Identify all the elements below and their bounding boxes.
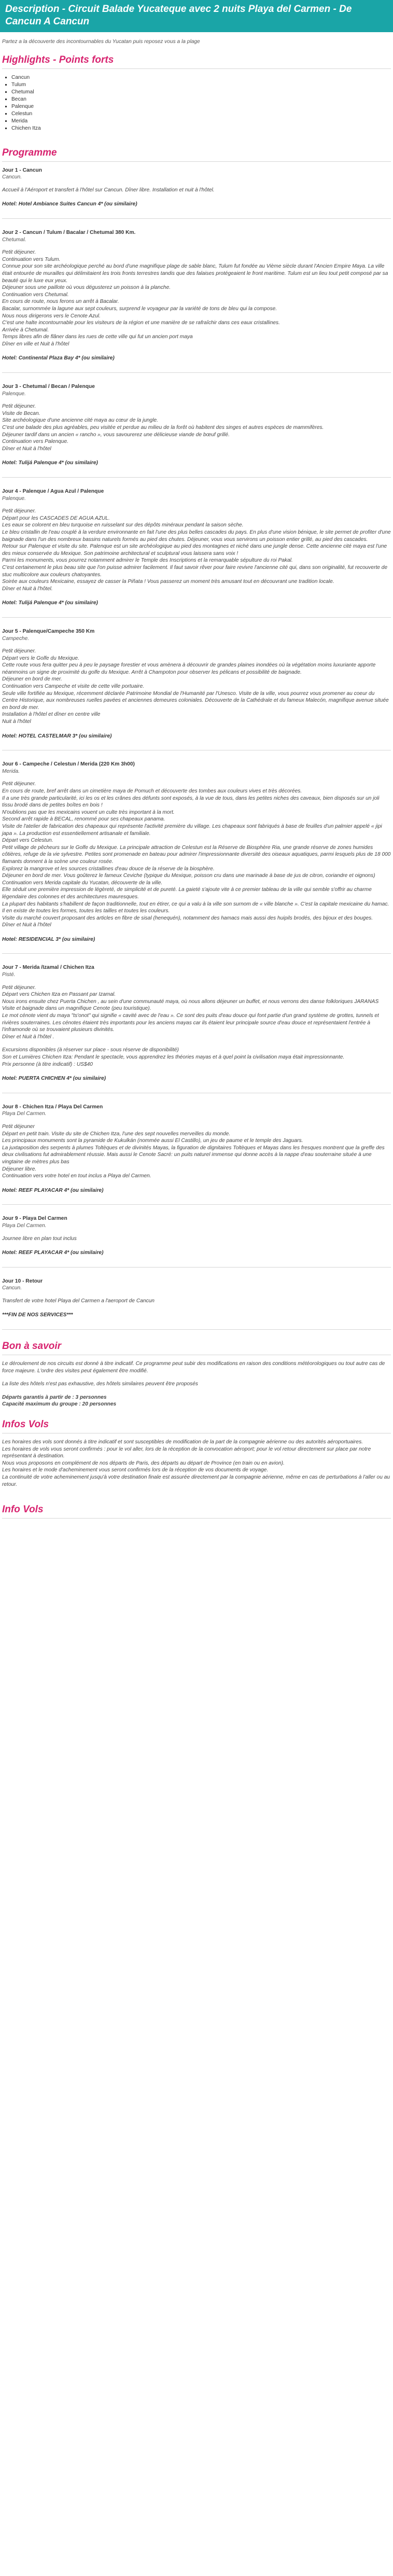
day-line: Petit déjeuner. <box>2 984 36 991</box>
day-line: Dîner et Nuit à l'hôtel. <box>2 586 53 592</box>
day-line: Visite de Becan. <box>2 410 40 416</box>
day-line: Elle séduit une première impression de légèreté, de simplicité et de pureté. La gaieté s'ajoute vite à ce premier tableau de la ville qui semble s'offrir au charme légendaire des colonnes et des architectures mauresques. <box>2 887 372 900</box>
day-line: Installation à l'hôtel et dîner en centre ville <box>2 712 101 718</box>
day-hotel: Hotel: REEF PLAYACAR 4* (ou similaire) <box>2 1250 104 1256</box>
day-line: Départ vers Celestun. <box>2 838 53 844</box>
day-line: Dîner et Nuit à l'hôtel <box>2 445 51 452</box>
day-hotel: Hotel: Tulijá Palenque 4* (ou similaire) <box>2 460 98 466</box>
day-hotel: Hotel: RESIDENCIAL 3* (ou similaire) <box>2 936 95 942</box>
day-line: Dîner et Nuit à l'hôtel . <box>2 1034 54 1040</box>
day-line: Déjeuner libre. <box>2 1166 37 1172</box>
divider <box>2 218 391 219</box>
day-line: Petit déjeuner <box>2 1123 35 1130</box>
day-line: Déjeuner sous une paillote où vous dégusterez un poisson à la planche. <box>2 285 171 291</box>
day-description <box>2 648 391 726</box>
day-block <box>2 628 391 740</box>
day-city: Cancun. <box>2 174 22 180</box>
day-line: Accueil à l'Aéroport et transfert à l'hôtel sur Cancun. Dîner libre. Installation et nuit à l'hôtel. <box>2 187 215 193</box>
divider <box>2 161 391 162</box>
highlight-item: ▪ Palenque <box>11 103 393 110</box>
day-line: Transfert de votre hotel Playa del Carmen a l'aeroport de Cancun <box>2 1298 155 1304</box>
info-line: Nous vous proposons en complément de nos départs de Paris, des départs au départ de Province (en train ou en avion). <box>2 1460 285 1466</box>
day-line: Temps libres afin de flâner dans les rues de cette ville qui fut un ancien port maya <box>2 334 193 340</box>
day-line: Petit déjeuner. <box>2 781 36 787</box>
day-line: Petit déjeuner. <box>2 508 36 514</box>
divider <box>2 1518 391 1519</box>
day-description <box>2 187 391 194</box>
day-title: Jour 10 - Retour <box>2 1278 43 1284</box>
highlight-item: ▪ Chichen Itza <box>11 125 393 132</box>
day-block <box>2 964 391 1082</box>
day-city: Cancun. <box>2 1285 22 1291</box>
day-line: Son et Lumières Chichen Itza: Pendant le spectacle, vous apprendrez les théories mayas et à quel point la civilisation maya était impressionnante. <box>2 1054 345 1060</box>
programme-days <box>0 167 393 1330</box>
day-line: Déjeuner en bord de mer. Vous goûterez le fameux Ceviche (typique du Mexique, poisson cru dans une marinade à base de jus de citron, coriandre et oignons) <box>2 873 375 879</box>
day-line: Départ vers Chichen Itza en Passant par Izamal. <box>2 992 116 998</box>
day-line: Bacalar, surnommée la lagune aux sept couleurs, surprend le voyageur par la variété de tons de bleu qui la compose. <box>2 305 277 312</box>
day-description <box>2 1235 391 1243</box>
day-line: Les principaux monuments sont la pyramide de Kukulkán (nommée aussi El Castillo), un jeu de paume et le temple des Jaguars. <box>2 1138 303 1144</box>
divider <box>2 68 391 69</box>
day-description <box>2 249 391 347</box>
day-block <box>2 383 391 467</box>
highlight-item: ▪ Chetumal <box>11 89 393 96</box>
day-line: Départ pour les CASCADES DE AGUA AZUL. <box>2 515 110 521</box>
day-line: Continuation vers Merida capitale du Yucatan, découverte de la ville. <box>2 880 163 886</box>
day-description <box>2 984 391 1068</box>
info-line: Les horaires des vols sont donnés à titre indicatif et sont susceptibles de modification de la part de la compagnie aérienne ou des autorités aéroportuaires. <box>2 1439 363 1445</box>
day-line: Dîner en ville et Nuit à l'hôtel <box>2 341 69 347</box>
day-line: La juxtaposition des serpents à plumes Toltèques et de divinités Mayas, la figuration de dignitaires Toltèques et Mayas dans les fresques montrent que la greffe des deux civilisations fut admirablement réussie. Mais aussi le Cenote Sacré: un puits naturel immense qui donne accès à la nappe d'eau souterraine située à une vingtaine de mètres plus bas <box>2 1145 385 1165</box>
divider <box>2 1267 391 1268</box>
day-block <box>2 1104 391 1194</box>
day-line: C'est certainement le plus beau site que l'on puisse admirer facilement. Il faut savoir rêver pour faire revivre l'ancienne cité qui, dans son originalité, fut recouverte de stuc multicolore aux couleurs chatoyantes. <box>2 564 388 578</box>
day-hotel: Hotel: PUERTA CHICHEN 4* (ou similaire) <box>2 1076 106 1082</box>
bon-a-savoir-title: Bon à savoir <box>2 1341 62 1352</box>
day-description <box>2 781 391 928</box>
info-line: La continuité de votre acheminement jusqu'à votre destination finale est assurée directement par la compagnie aérienne, même en cas de perturbations à l'aller ou au retour. <box>2 1474 390 1487</box>
day-line: Visite et baignade dans un magnifique Cenote (peu touristique). <box>2 1006 151 1012</box>
divider <box>2 1329 391 1330</box>
day-line: C'est une halte incontournable pour les visiteurs de la région et une manière de se rafraîchir dans ces eaux cristallines. <box>2 320 280 326</box>
day-line: N'oublions pas que les mexicains vouent un culte très important à la mort. <box>2 809 175 815</box>
day-block <box>2 1278 391 1319</box>
day-line: Parmi les monuments, vous pourrez notamment admirer le Temple des Inscriptions et la remarquable sépulture du roi Pakal. <box>2 558 293 564</box>
divider <box>2 953 391 954</box>
day-description <box>2 403 391 452</box>
day-line: Nous irons ensuite chez Puerta Chichen , au sein d'une communauté maya, où nous allons déjeuner un buffet, et nous verrons des danse folkloriques JARANAS <box>2 998 379 1005</box>
day-line: Prix personne (à titre indicatif) : US$40 <box>2 1061 93 1067</box>
day-line: Journee libre en plan tout inclus <box>2 1235 77 1242</box>
day-line: Il a une très grande particularité, ici les os et les crânes des défunts sont exposés, à la vue de tous, dans les petites niches des caveaux, bien disposés sur un joli tissu brodé dans de petites boîtes en bois ! <box>2 795 380 809</box>
day-line: Départ vers le Golfe du Mexique. <box>2 655 79 661</box>
day-line: Retour sur Palenque et visite du site. Palenque est un site archéologique au pied des montagnes et niché dans une jungle dense. Cette ancienne cité maya est l'une des mieux conservée du Mexique. Son patrimoine architectural et sculptural vous laissera sans voix ! <box>2 544 387 556</box>
day-title: Jour 6 - Campeche / Celestun / Merida (220 Km 3h00) <box>2 761 135 768</box>
bon-a-savoir-body <box>0 1360 393 1408</box>
day-line: Site archéologique d'une ancienne cité maya au cœur de la jungle. <box>2 417 158 424</box>
day-hotel: Hotel: REEF PLAYACAR 4* (ou similaire) <box>2 1187 104 1193</box>
day-line: La plupart des habitants s'habillent de façon traditionnelle, tout en étirer, ce qui a valu à la ville son surnom de « ville blanche ». C'est la capitale mexicaine du hamac. Il en existe de toutes les formes, toutes les tailles et toutes les couleurs. <box>2 901 389 914</box>
day-line: Les eaux se colorent en bleu turquoise en ruisselant sur des dépôts minéraux pendant la saison sèche. <box>2 522 244 528</box>
info-line-bold: Départs garantis à partir de : 3 personnes <box>2 1394 107 1400</box>
day-line: Nuit à l'hôtel <box>2 719 31 725</box>
day-line: Seule ville fortifiée au Mexique, récemment déclarée Patrimoine Mondial de l'Humanité par l'Unesco. Visite de la ville, vous pourrez vous promener au coeur du Centre Historique, aux nombreuses ruelles pavées et anciennes demeures coloniales. Découverte de la Cathédrale et du fameux Malecón, magnifique avenue située en bord de mer. <box>2 690 389 711</box>
day-line: Nous nous dirigerons vers le Cenote Azul. <box>2 313 101 319</box>
day-line: Cette route vous fera quitter peu à peu le paysage forestier et vous amènera à découvrir de grandes plaines inondées où la végétation moins luxuriante apporte néanmoins un signe de proximité du golfe du Mexique. Arrêt à Champoton pour observer les pélicans et possibilité de baignade. <box>2 662 376 675</box>
day-hotel: Hotel: Tulijá Palenque 4* (ou similaire) <box>2 600 98 606</box>
day-title: Jour 4 - Palenque / Agua Azul / Palenque <box>2 489 104 494</box>
day-city: Palenque. <box>2 495 26 502</box>
day-line: Déjeuner en bord de mer. <box>2 676 62 683</box>
day-line: Continuation vers Campeche et visite de cette ville portuaire. <box>2 684 145 690</box>
highlights-title: Highlights - Points forts <box>2 54 114 65</box>
day-block <box>2 1215 391 1256</box>
day-line: Départ en petit train. Visite du site de Chichen Itza, l'une des sept nouvelles merveilles du monde. <box>2 1131 231 1137</box>
highlight-item: ▪ Becan <box>11 96 393 103</box>
divider <box>2 477 391 478</box>
divider <box>2 1204 391 1205</box>
day-line: C'est une balade des plus agréables, peu visitée et perdue au milieu de la forêt où habitent des singes et autres espèces de mammifères. <box>2 425 324 431</box>
day-line: Continuation vers Palenque. <box>2 439 68 445</box>
intro-text: Partez a la découverte des incontournables du Yucatan puis reposez vous a la plage <box>2 39 200 45</box>
highlight-item: ▪ Tulum <box>11 81 393 89</box>
day-description <box>2 1123 391 1180</box>
day-line: En cours de route, bref arrêt dans un cimetière maya de Pomuch et découverte des tombes aux couleurs vives et très décorées. <box>2 788 302 794</box>
highlight-item: ▪ Merida <box>11 118 393 125</box>
day-line: Continuation vers votre hotel en tout inclus a Playa del Carmen. <box>2 1173 151 1179</box>
divider <box>2 617 391 618</box>
day-city: Merida. <box>2 768 20 774</box>
day-line: Visite du marché couvert proposant des articles en fibre de sisal (henequén), notamment des hamacs mais aussi des huipils brodés, des bijoux et des bouges. <box>2 915 373 921</box>
day-block <box>2 167 391 208</box>
day-line: Continuation vers Chetumal. <box>2 291 69 298</box>
info-line-bold: Capacité maximum du groupe : 20 personnes <box>2 1401 117 1408</box>
info-vols-footer-title: Info Vols <box>2 1504 44 1515</box>
spacer <box>2 1040 391 1047</box>
day-city: Playa Del Carmen. <box>2 1222 47 1229</box>
day-title: Jour 2 - Cancun / Tulum / Bacalar / Chetumal 380 Km. <box>2 229 136 235</box>
day-line: Continuation vers Tulum. <box>2 256 61 262</box>
spacer <box>0 1388 393 1394</box>
day-hotel: ***FIN DE NOS SERVICES*** <box>2 1312 73 1318</box>
highlights-list <box>11 74 393 132</box>
day-line: Petit déjeuner. <box>2 648 36 655</box>
day-block <box>2 229 391 362</box>
day-title: Jour 9 - Playa Del Carmen <box>2 1216 67 1222</box>
info-line: Les horaires de vols vous seront confirmés : pour le vol aller, lors de la réception de la convocation aéroport; pour le vol retour directement sur place par notre représentant à destination. <box>2 1446 371 1459</box>
day-hotel: Hotel: Hotel Ambiance Suites Cancun 4* (ou similaire) <box>2 201 137 207</box>
programme-title: Programme <box>2 147 57 158</box>
day-line: Arrivée à Chetumal. <box>2 327 49 333</box>
day-line: Le bleu cristallin de l'eau couplé à la verdure environnante en fait l'une des plus belles cascades du pays. En plus d'une vision bénique, le site permet de profiter d'une baignade dans l'un des nombreux bassins naturels formés au pied des chutes. Déjeuner, vous vous servirons un poisson entier grillé, au pied des cascades. <box>2 529 391 542</box>
day-city: Campeche. <box>2 635 30 642</box>
day-line: Déjeuner tardif dans un ancien « rancho », vous savourerez une délicieuse viande de bœuf grillé. <box>2 431 230 438</box>
spacer <box>0 1374 393 1381</box>
day-line: Connue pour son site archéologique perché au bord d'une magnifique plage de sable blanc, Tulum fut fondée au Vième siècle durant l'Ancien Empire Maya. La ville était entourée de murailles qui délimitaient les trois fronts terrestres tandis que des falaises protégeaient le front maritime. Tulum est un lieu tout petit composé par sa beauté qui le luxe eux yeux. <box>2 263 388 284</box>
day-title: Jour 5 - Palenque/Campeche 350 Km <box>2 628 95 634</box>
day-title: Jour 3 - Chetumal / Becan / Palenque <box>2 384 95 390</box>
day-line: Visite de l'atelier de fabrication des chapeaux qui représente l'activité première du village. Les chapeaux sont fabriqués à base de feuilles d'un palmier appelé « jipi japa ». La production est essentiellement artisanale et familiale. <box>2 823 382 837</box>
day-title: Jour 7 - Merida /Izamal / Chichen Itza <box>2 965 94 971</box>
day-hotel: Hotel: HOTEL CASTELMAR 3* (ou similaire) <box>2 733 112 739</box>
day-city: Palenque. <box>2 391 26 397</box>
day-line: En cours de route, nous ferons un arrêt à Bacalar. <box>2 299 119 305</box>
day-line: Petit déjeuner. <box>2 403 36 410</box>
infos-vols-title: Infos Vols <box>2 1419 49 1430</box>
day-description <box>2 508 391 592</box>
day-hotel: Hotel: Continental Plaza Bay 4* (ou similaire) <box>2 355 115 361</box>
day-line: Excursions disponibles (à réserver sur place - sous réserve de disponibilité) <box>2 1047 179 1053</box>
day-block <box>2 488 391 607</box>
day-line: Petit déjeuner. <box>2 249 36 256</box>
info-line: Le déroulement de nos circuits est donné à titre indicatif. Ce programme peut subir des modifications en raison des conditions météorologiques ou tout autre cas de force majeure. L'ordre des visites peut également être modifié. <box>2 1361 385 1374</box>
day-line: Soirée aux couleurs Mexicaine, essayez de casser la Piñata ! Vous passerez un moment très amusant tout en découvrant une tradition locale. <box>2 579 334 585</box>
day-description <box>2 1298 391 1305</box>
day-city: Chetumal. <box>2 236 26 243</box>
infos-vols-body <box>0 1439 393 1488</box>
highlight-item: ▪ Cancun <box>11 74 393 81</box>
day-city: Pisté. <box>2 972 16 978</box>
day-line: Le mot cénote vient du maya "ts'onot" qui signifie « cavité avec de l'eau ». Ce sont des puits d'eau douce qui font partie d'un grand système de grottes, tunnels et rivières souterraines. Les cénotes étaient très importants pour les anciens mayas car ils étaient leur principale source d'eau douce et représentaient l'entrée à l'inframonde où se trouvaient plusieurs divinités. <box>2 1013 379 1033</box>
highlight-item: ▪ Celestun <box>11 110 393 118</box>
info-line: Les horaires et le mode d'acheminement vous seront confirmés lors de la réception de vos documents de voyage. <box>2 1467 269 1473</box>
info-line: La liste des hôtels n'est pas exhaustive, des hôtels similaires peuvent être proposés <box>2 1381 198 1387</box>
day-city: Playa Del Carmen. <box>2 1111 47 1117</box>
day-line: Dîner et Nuit à l'hôtel <box>2 922 51 928</box>
page-title: Description - Circuit Balade Yucateque avec 2 nuits Playa del Carmen - De Cancun A Cancun <box>0 0 393 32</box>
day-line: Petit village de pêcheurs sur le Golfe du Mexique. La principale attraction de Celestun est la Réserve de Biosphère Ria, une grande réserve de zones humides côtières, refuge de la vie sylvestre. Petites sont promenade en bateau pour admirer l'impressionnante diversité des oiseaux aquatiques, parmi lesquels plus de 18 000 flamants donnent à la scène une couleur rosée. <box>2 844 391 865</box>
day-title: Jour 8 - Chichen Itza / Playa Del Carmen <box>2 1104 103 1110</box>
day-title: Jour 1 - Cancun <box>2 167 42 173</box>
day-line: Explorez la mangrove et les sources cristallines d'eau douce de la réserve de la biosphère. <box>2 866 215 872</box>
day-line: Second arrêt rapide à BECAL, renommé pour ses chapeaux panama. <box>2 816 165 823</box>
divider <box>2 372 391 373</box>
day-block <box>2 761 391 943</box>
